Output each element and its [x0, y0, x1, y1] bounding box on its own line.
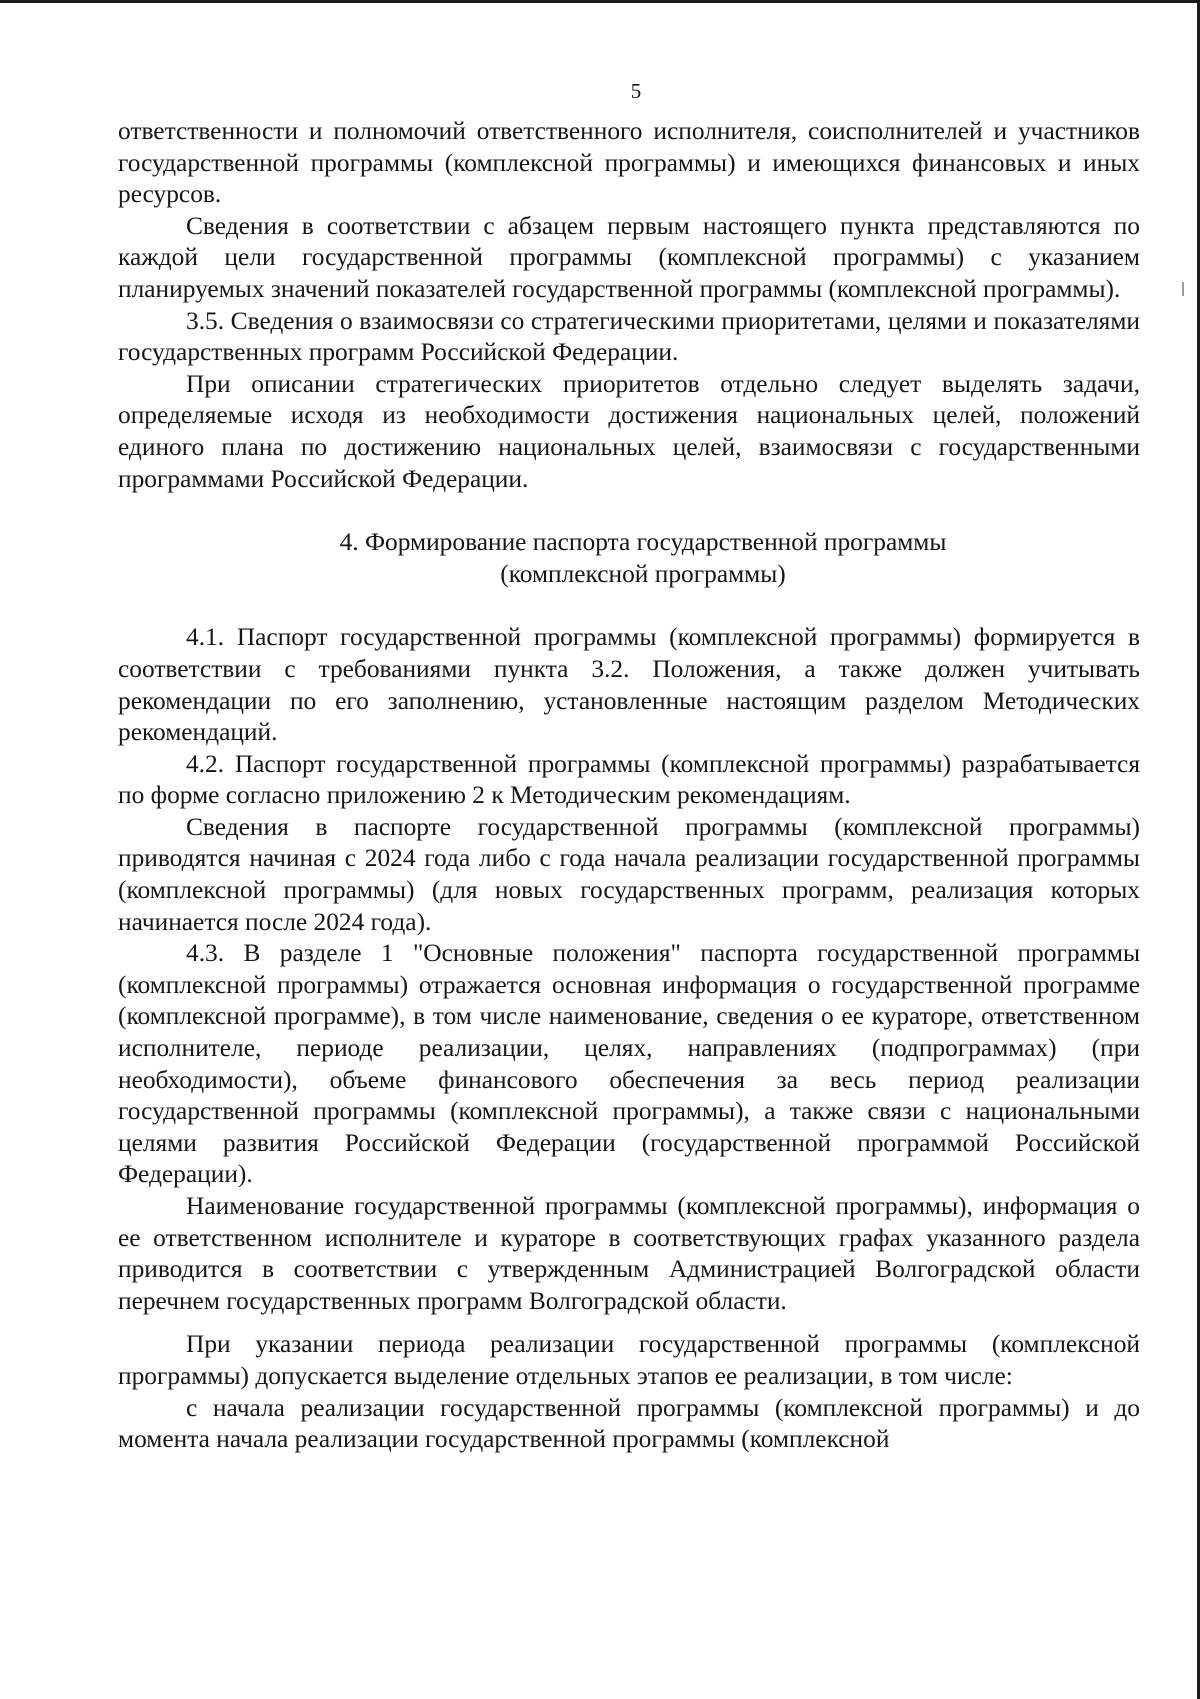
paragraph-3-5: 3.5. Сведения о взаимосвязи со стратегическими приоритетами, целями и показателями государственных программ Российской Федерации.	[118, 306, 1140, 367]
paragraph-continuation: ответственности и полномочий ответственного исполнителя, соисполнителей и участников государственной программы (комплексной программы) и имеющихся финансовых и иных ресурсов.	[118, 117, 1140, 209]
section-heading-line1: 4. Формирование паспорта государственной программы	[339, 528, 947, 557]
paragraph-4-2: 4.2. Паспорт государственной программы (комплексной программы) разрабатывается по форме согласно приложению 2 к Методическим рекомендациям.	[118, 749, 1140, 810]
paragraph-4-3: 4.3. В разделе 1 "Основные положения" паспорта государственной программы (комплексной программы) отражается основная информация о государственной программе (комплексной программе), в том числе наименование, сведения о ее кураторе, ответственном исполнителе, периоде реализации, целях, направлениях (подпрограммах) (при необходимости), объеме финансового обеспечения за весь период реализации государственной программы (комплексной программы), а также связи с национальными целями развития Российской Федерации (государственной программой Российской Федерации).	[118, 939, 1140, 1189]
paragraph-4-1: 4.1. Паспорт государственной программы (комплексной программы) формируется в соответствии с требованиями пункта 3.2. Положения, а также должен учитывать рекомендации по его заполнению, установленные настоящим разделом Методических рекомендаций.	[118, 623, 1140, 747]
paragraph-gap	[118, 1317, 1140, 1329]
paragraph-naimenovanie: Наименование государственной программы (комплексной программы), информация о ее ответственном исполнителе и кураторе в соответствующих графах указанного раздела приводится в соответствии с утвержденным Администрацией Волгоградской области перечнем государственных программ Волгоградской области.	[118, 1192, 1140, 1315]
scan-edge-top	[0, 0, 1200, 3]
section-heading	[118, 527, 1140, 590]
document-page	[118, 76, 1140, 1456]
paragraph-passport-info: Сведения в паспорте государственной программы (комплексной программы) приводятся начиная с 2024 года либо с года начала реализации государственной программы (комплексной программы) (для новых государственных программ, реализация которых начинается после 2024 года).	[118, 812, 1140, 936]
page-number: 5	[630, 79, 642, 103]
paragraph-stage-start: с начала реализации государственной программы (комплексной программы) и до момента начала реализации государственной программы (комплексной	[118, 1393, 1140, 1454]
paragraph-svedeniya: Сведения в соответствии с абзацем первым настоящего пункта представляются по каждой цели государственной программы (комплексной программы) с указанием планируемых значений показателей государственной программы (комплексной программы).	[118, 211, 1140, 303]
paragraph-period: При указании периода реализации государственной программы (комплексной программы) допускается выделение отдельных этапов ее реализации, в том числе:	[118, 1330, 1140, 1390]
section-heading-line2: (комплексной программы)	[500, 559, 786, 588]
scan-mark	[1182, 282, 1184, 296]
paragraph-strategic-priorities: При описании стратегических приоритетов отдельно следует выделять задачи, определяемые исходя из необходимости достижения национальных целей, положений единого плана по достижению национальных целей, взаимосвязи с государственными программами Российской Федерации.	[118, 369, 1140, 493]
